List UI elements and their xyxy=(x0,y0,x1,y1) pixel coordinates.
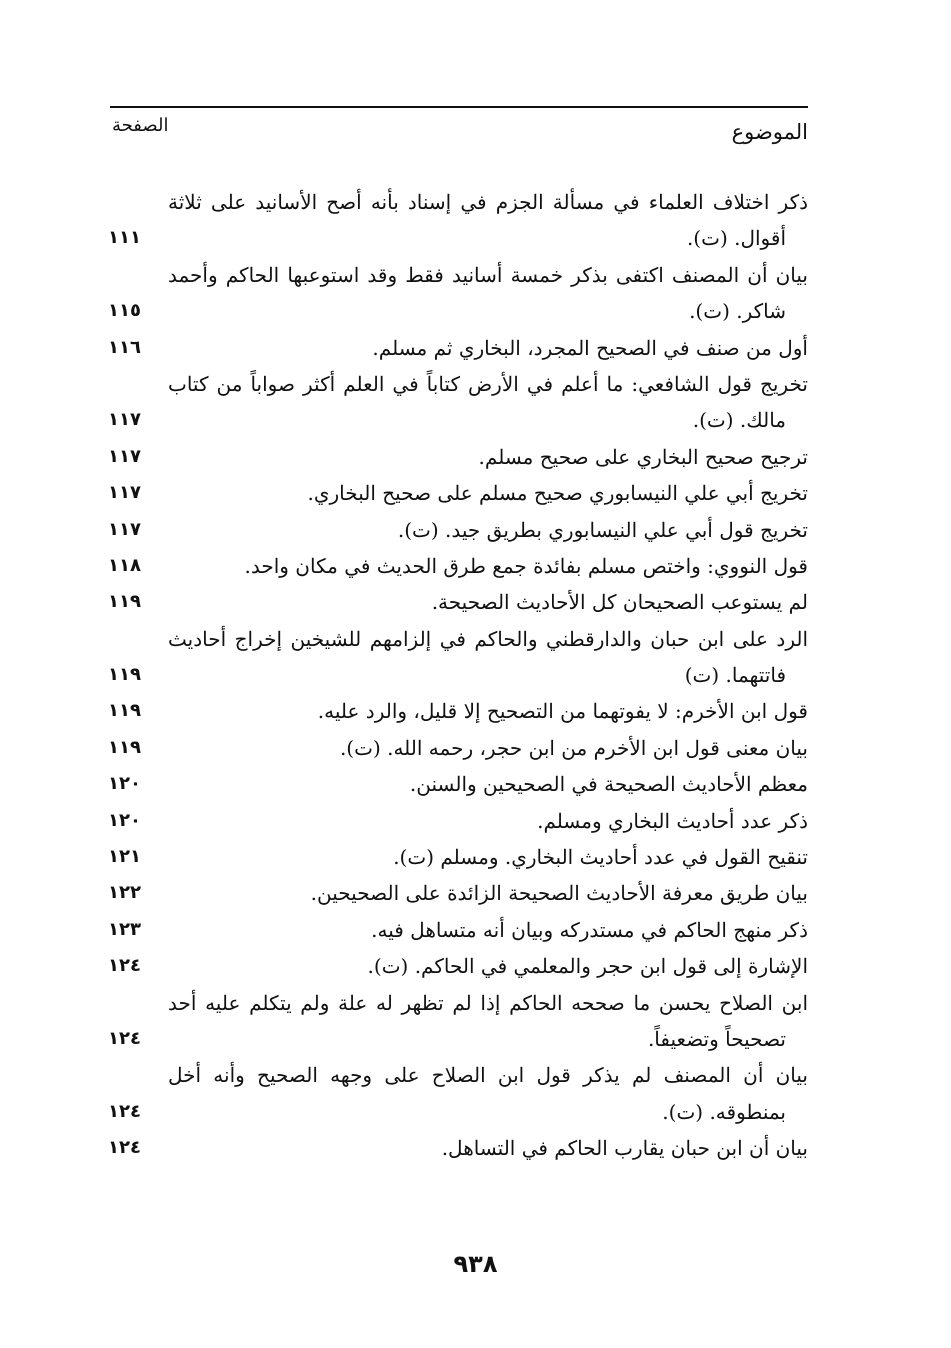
entry-title: أول من صنف في الصحيح المجرد، البخاري ثم مسلم. xyxy=(372,335,808,360)
entry-title: بيان أن المصنف لم يذكر قول ابن الصلاح على وجهه الصحيح وأنه أخل xyxy=(168,1063,808,1088)
entry-title: تنقيح القول في عدد أحاديث البخاري. ومسلم (ت). xyxy=(393,845,808,870)
index-entry xyxy=(0,548,951,584)
index-entry-line-row xyxy=(0,402,951,438)
entry-page-number: ١١٦ xyxy=(108,336,141,358)
entry-page-number: ١٢٢ xyxy=(108,882,141,904)
index-entry xyxy=(0,948,951,984)
index-entry-line-row xyxy=(0,548,951,584)
index-entry-line-row xyxy=(0,693,951,729)
index-entry xyxy=(0,475,951,511)
index-entries xyxy=(0,184,951,1167)
entry-title: ذكر عدد أحاديث البخاري ومسلم. xyxy=(537,808,808,833)
index-entry-line-row xyxy=(0,1130,951,1166)
entry-page-number: ١١٧ xyxy=(108,482,141,504)
entry-title: ترجيح صحيح البخاري على صحيح مسلم. xyxy=(478,444,808,469)
entry-continuation: فاتتهما. (ت) xyxy=(684,663,786,688)
entry-continuation: تصحيحاً وتضعيفاً. xyxy=(647,1026,786,1051)
entry-continuation: بمنطوقه. (ت). xyxy=(662,1099,786,1124)
index-entry xyxy=(0,257,951,330)
index-entry-line-row xyxy=(0,366,951,402)
entry-page-number: ١١١ xyxy=(108,227,141,249)
entry-title: ذكر منهج الحاكم في مستدركه وبيان أنه متساهل فيه. xyxy=(371,917,808,942)
entry-page-number: ١٢٤ xyxy=(108,1027,141,1049)
index-entry-line-row xyxy=(0,1021,951,1057)
index-entry-line-row xyxy=(0,330,951,366)
index-entry-line-row xyxy=(0,439,951,475)
entry-page-number: ١١٩ xyxy=(108,664,141,686)
index-entry xyxy=(0,875,951,911)
entry-title: تخريج قول أبي علي النيسابوري بطريق جيد. (ت). xyxy=(397,517,808,542)
index-entry-line-row xyxy=(0,584,951,620)
index-entry-line-row xyxy=(0,257,951,293)
index-entry-line-row xyxy=(0,512,951,548)
entry-page-number: ١٢٤ xyxy=(108,955,141,977)
entry-title: الرد على ابن حبان والدارقطني والحاكم في إلزامهم للشيخين إخراج أحاديث xyxy=(168,626,808,651)
index-entry-line-row xyxy=(0,912,951,948)
index-entry xyxy=(0,693,951,729)
index-entry xyxy=(0,730,951,766)
index-entry-line-row xyxy=(0,184,951,220)
index-entry xyxy=(0,839,951,875)
index-entry-line-row xyxy=(0,803,951,839)
index-entry xyxy=(0,584,951,620)
entry-page-number: ١١٥ xyxy=(108,300,141,322)
index-entry xyxy=(0,439,951,475)
entry-title: بيان طريق معرفة الأحاديث الصحيحة الزائدة على الصحيحين. xyxy=(310,881,808,906)
index-entry xyxy=(0,985,951,1058)
topic-column-header: الموضوع xyxy=(731,120,808,144)
index-entry-line-row xyxy=(0,220,951,256)
index-entry-line-row xyxy=(0,766,951,802)
index-entry xyxy=(0,366,951,439)
entry-title: معظم الأحاديث الصحيحة في الصحيحين والسنن. xyxy=(409,772,808,797)
page-number: ٩٣٨ xyxy=(453,1250,498,1278)
index-entry-line-row xyxy=(0,475,951,511)
page-column-header: الصفحة xyxy=(112,115,169,136)
index-entry xyxy=(0,766,951,802)
index-entry xyxy=(0,621,951,694)
entry-title: ابن الصلاح يحسن ما صححه الحاكم إذا لم تظهر له علة ولم يتكلم عليه أحد xyxy=(168,990,808,1015)
index-entry-line-row xyxy=(0,839,951,875)
entry-title: ذكر اختلاف العلماء في مسألة الجزم في إسناد بأنه أصح الأسانيد على ثلاثة xyxy=(168,190,808,214)
index-entry-line-row xyxy=(0,1094,951,1130)
index-entry xyxy=(0,1057,951,1130)
entry-title: بيان معنى قول ابن الأخرم من ابن حجر، رحمه الله. (ت). xyxy=(339,735,808,760)
entry-title: قول النووي: واختص مسلم بفائدة جمع طرق الحديث في مكان واحد. xyxy=(244,553,808,578)
entry-page-number: ١١٩ xyxy=(108,591,141,613)
index-entry-line-row xyxy=(0,1057,951,1093)
entry-page-number: ١١٧ xyxy=(108,409,141,431)
header-rule xyxy=(110,106,808,108)
entry-page-number: ١٢٤ xyxy=(108,1100,141,1122)
entry-page-number: ١١٧ xyxy=(108,518,141,540)
entry-title: تخريج قول الشافعي: ما أعلم في الأرض كتاباً في العلم أكثر صواباً من كتاب xyxy=(168,371,808,396)
entry-page-number: ١١٩ xyxy=(108,736,141,758)
entry-page-number: ١٢٣ xyxy=(108,918,141,940)
index-entry-line-row xyxy=(0,875,951,911)
entry-title: لم يستوعب الصحيحان كل الأحاديث الصحيحة. xyxy=(431,590,808,615)
index-entry-line-row xyxy=(0,948,951,984)
index-entry-line-row xyxy=(0,730,951,766)
index-entry-line-row xyxy=(0,657,951,693)
index-entry-line-row xyxy=(0,293,951,329)
index-entry-line-row xyxy=(0,985,951,1021)
entry-page-number: ١١٩ xyxy=(108,700,141,722)
entry-page-number: ١٢١ xyxy=(108,846,141,868)
entry-page-number: ١١٨ xyxy=(108,554,141,576)
index-entry xyxy=(0,330,951,366)
entry-page-number: ١٢٠ xyxy=(108,773,141,795)
entry-continuation: أقوال. (ت). xyxy=(686,226,786,251)
index-entry-line-row xyxy=(0,621,951,657)
entry-page-number: ١١٧ xyxy=(108,445,141,467)
index-entry xyxy=(0,512,951,548)
index-entry xyxy=(0,1130,951,1166)
entry-title: بيان أن المصنف اكتفى بذكر خمسة أسانيد فقط وقد استوعبها الحاكم وأحمد xyxy=(168,262,808,287)
entry-title: قول ابن الأخرم: لا يفوتهما من التصحيح إلا قليل، والرد عليه. xyxy=(317,699,808,724)
entry-title: الإشارة إلى قول ابن حجر والمعلمي في الحاكم. (ت). xyxy=(367,954,808,979)
entry-page-number: ١٢٠ xyxy=(108,809,141,831)
entry-page-number: ١٢٤ xyxy=(108,1137,141,1159)
entry-continuation: شاكر. (ت). xyxy=(689,299,786,324)
entry-title: تخريج أبي علي النيسابوري صحيح مسلم على صحيح البخاري. xyxy=(307,481,808,506)
index-entry xyxy=(0,803,951,839)
entry-continuation: مالك. (ت). xyxy=(692,408,786,433)
entry-title: بيان أن ابن حبان يقارب الحاكم في التساهل. xyxy=(441,1136,808,1161)
index-entry xyxy=(0,184,951,257)
index-entry xyxy=(0,912,951,948)
